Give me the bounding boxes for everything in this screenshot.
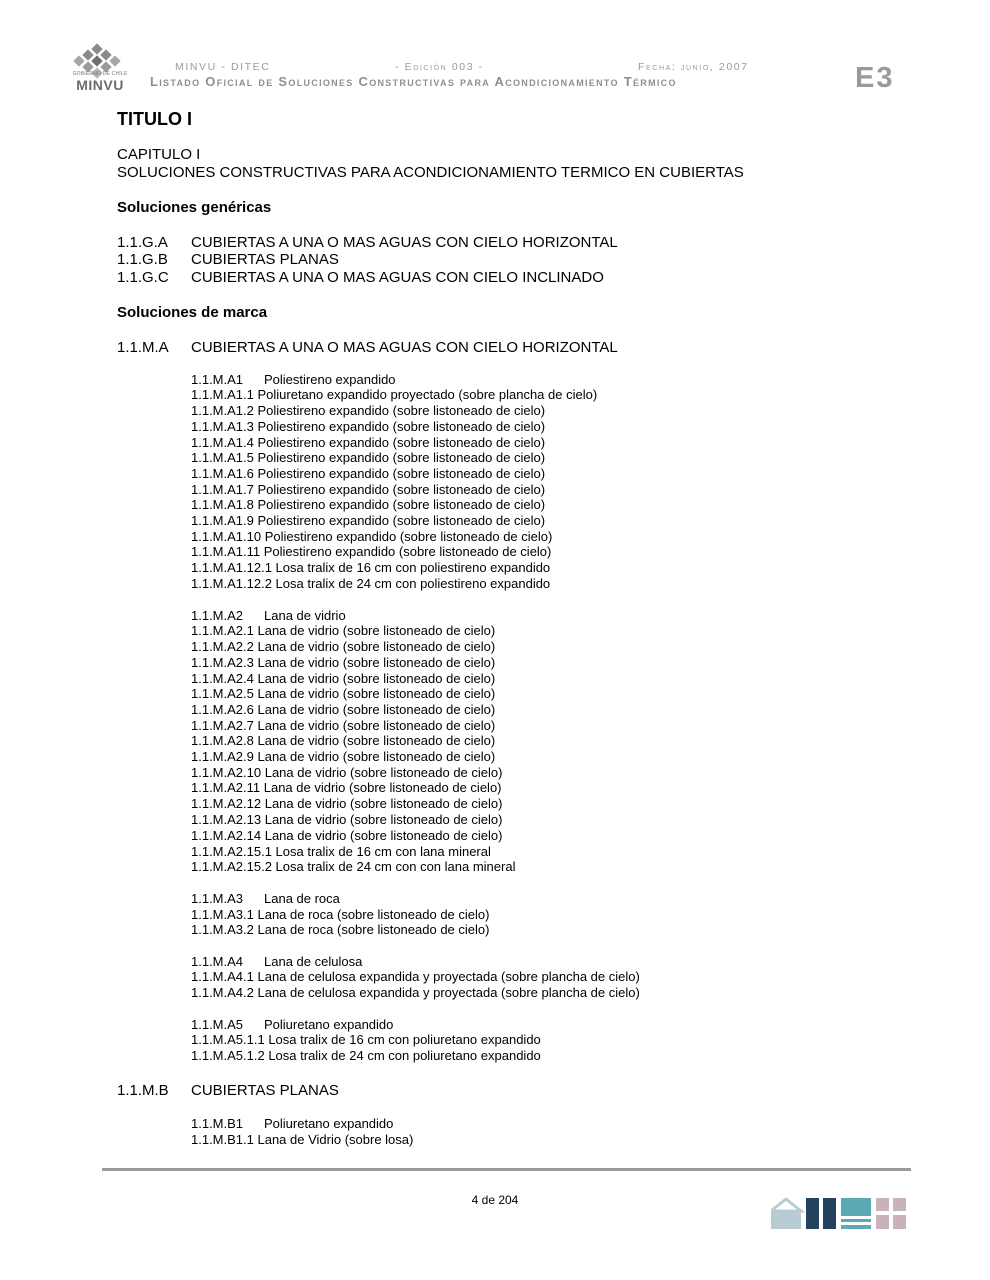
group-code: 1.1.M.A1 (191, 372, 244, 387)
generic-label: CUBIERTAS PLANAS (191, 251, 339, 268)
group-code: 1.1.M.A5 (191, 1017, 244, 1032)
list-item: 1.1.M.A1.7 Poliestireno expandido (sobre listoneado de cielo) (191, 482, 546, 497)
logo-caption: GOBIERNO DE CHILE (72, 71, 128, 77)
logo-wordmark: MINVU (76, 77, 124, 93)
group-label: Poliestireno expandido (264, 372, 396, 387)
group-label: Poliuretano expandido (264, 1017, 394, 1032)
list-item: 1.1.M.A5.1.2 Losa tralix de 24 cm con poliuretano expandido (191, 1048, 541, 1063)
list-item: 1.1.M.A2.14 Lana de vidrio (sobre listoneado de cielo) (191, 828, 503, 843)
section-heading-genericas: Soluciones genéricas (117, 199, 272, 216)
list-item: 1.1.M.A1.8 Poliestireno expandido (sobre listoneado de cielo) (191, 497, 546, 512)
list-item: 1.1.M.A2.3 Lana de vidrio (sobre listoneado de cielo) (191, 655, 496, 670)
group-label: Lana de roca (264, 891, 340, 906)
list-item: 1.1.M.A2.15.2 Losa tralix de 24 cm con con lana mineral (191, 859, 516, 874)
house-icon (771, 1199, 801, 1229)
group-code: 1.1.M.A4 (191, 954, 244, 969)
list-item: 1.1.M.B1.1 Lana de Vidrio (sobre losa) (191, 1132, 414, 1147)
list-item: 1.1.M.A2.12 Lana de vidrio (sobre listoneado de cielo) (191, 796, 503, 811)
group-code: 1.1.M.A2 (191, 608, 244, 623)
list-item: 1.1.M.A2.13 Lana de vidrio (sobre listoneado de cielo) (191, 812, 503, 827)
footer-divider (102, 1168, 911, 1171)
list-item: 1.1.M.A1.4 Poliestireno expandido (sobre listoneado de cielo) (191, 435, 546, 450)
generic-code: 1.1.G.B (117, 251, 168, 268)
list-item: 1.1.M.A2.6 Lana de vidrio (sobre listoneado de cielo) (191, 702, 496, 717)
header-document-title: Listado Oficial de Soluciones Constructivas para Acondicionamiento Térmico (150, 74, 677, 89)
list-item: 1.1.M.A4.2 Lana de celulosa expandida y proyectada (sobre plancha de cielo) (191, 985, 640, 1000)
group-heading-a4 (191, 954, 362, 969)
chapter-number: CAPITULO I (117, 146, 201, 163)
list-item: 1.1.M.A1.1 Poliuretano expandido proyectado (sobre plancha de cielo) (191, 387, 598, 402)
header-date: Fecha: junio, 2007 (638, 61, 749, 73)
list-item: 1.1.M.A2.7 Lana de vidrio (sobre listoneado de cielo) (191, 718, 496, 733)
list-item: 1.1.M.A2.1 Lana de vidrio (sobre listoneado de cielo) (191, 623, 496, 638)
list-item: 1.1.M.A4.1 Lana de celulosa expandida y proyectada (sobre plancha de cielo) (191, 969, 640, 984)
group-heading-a3 (191, 891, 340, 906)
group-code: 1.1.M.B1 (191, 1116, 244, 1131)
section-heading-marca: Soluciones de marca (117, 304, 268, 321)
list-item: 1.1.M.A1.9 Poliestireno expandido (sobre listoneado de cielo) (191, 513, 546, 528)
list-item: 1.1.M.A1.12.2 Losa tralix de 24 cm con poliestireno expandido (191, 576, 551, 591)
group-heading-b1 (191, 1116, 393, 1131)
marca-code: 1.1.M.A (117, 339, 169, 356)
marca-code: 1.1.M.B (117, 1082, 169, 1099)
generic-code: 1.1.G.A (117, 234, 168, 251)
generic-code: 1.1.G.C (117, 269, 169, 286)
list-item: 1.1.M.A1.12.1 Losa tralix de 16 cm con poliestireno expandido (191, 560, 551, 575)
list-item: 1.1.M.A1.6 Poliestireno expandido (sobre listoneado de cielo) (191, 466, 546, 481)
header-organization: MINVU - DITEC (175, 61, 271, 73)
page-number: 4 de 204 (471, 1193, 519, 1207)
list-item: 1.1.M.A1.11 Poliestireno expandido (sobre listoneado de cielo) (191, 544, 552, 559)
list-item: 1.1.M.A3.2 Lana de roca (sobre listoneado de cielo) (191, 922, 490, 937)
list-item: 1.1.M.A2.8 Lana de vidrio (sobre listoneado de cielo) (191, 733, 496, 748)
group-label: Lana de vidrio (264, 608, 346, 623)
list-item: 1.1.M.A2.4 Lana de vidrio (sobre listoneado de cielo) (191, 671, 496, 686)
list-item: 1.1.M.A3.1 Lana de roca (sobre listoneado de cielo) (191, 907, 490, 922)
marca-label: CUBIERTAS A UNA O MAS AGUAS CON CIELO HORIZONTAL (191, 339, 618, 356)
header-section-code: E3 (855, 62, 895, 94)
generic-label: CUBIERTAS A UNA O MAS AGUAS CON CIELO INCLINADO (191, 269, 604, 286)
marca-label: CUBIERTAS PLANAS (191, 1082, 339, 1099)
list-item: 1.1.M.A1.3 Poliestireno expandido (sobre listoneado de cielo) (191, 419, 546, 434)
list-item: 1.1.M.A2.5 Lana de vidrio (sobre listoneado de cielo) (191, 686, 496, 701)
chapter-title: SOLUCIONES CONSTRUCTIVAS PARA ACONDICIONAMIENTO TERMICO EN CUBIERTAS (117, 164, 744, 181)
group-label: Lana de celulosa (264, 954, 363, 969)
list-item: 1.1.M.A2.11 Lana de vidrio (sobre listoneado de cielo) (191, 780, 502, 795)
generic-label: CUBIERTAS A UNA O MAS AGUAS CON CIELO HORIZONTAL (191, 234, 618, 251)
page-title: TITULO I (117, 109, 192, 129)
group-heading-a2 (191, 608, 346, 623)
plus-squares-icon (876, 1198, 906, 1229)
group-heading-a5 (191, 1017, 393, 1032)
list-item: 1.1.M.A1.10 Poliestireno expandido (sobre listoneado de cielo) (191, 529, 553, 544)
footer-brand-mark-icon (771, 1197, 907, 1229)
list-item: 1.1.M.A2.2 Lana de vidrio (sobre listoneado de cielo) (191, 639, 496, 654)
group-heading-a1 (191, 372, 396, 387)
stripes-icon (841, 1198, 871, 1229)
list-item: 1.1.M.A2.10 Lana de vidrio (sobre listoneado de cielo) (191, 765, 503, 780)
list-item: 1.1.M.A2.15.1 Losa tralix de 16 cm con lana mineral (191, 844, 491, 859)
header-edition: - Edición 003 - (395, 61, 484, 73)
bars-icon (806, 1198, 836, 1229)
list-item: 1.1.M.A5.1.1 Losa tralix de 16 cm con poliuretano expandido (191, 1032, 541, 1047)
group-code: 1.1.M.A3 (191, 891, 244, 906)
list-item: 1.1.M.A2.9 Lana de vidrio (sobre listoneado de cielo) (191, 749, 496, 764)
list-item: 1.1.M.A1.2 Poliestireno expandido (sobre listoneado de cielo) (191, 403, 546, 418)
list-item: 1.1.M.A1.5 Poliestireno expandido (sobre listoneado de cielo) (191, 450, 546, 465)
group-label: Poliuretano expandido (264, 1116, 394, 1131)
